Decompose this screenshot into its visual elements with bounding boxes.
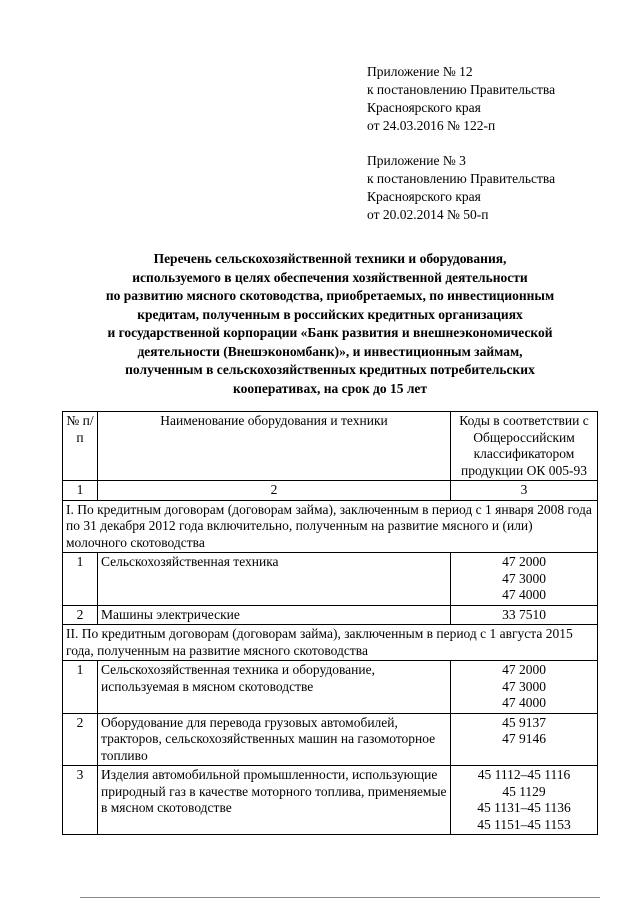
title-line: деятельности (Внешэкономбанк)», и инвестиционным займам,: [137, 343, 523, 359]
title-line: кооперативах, на срок до 15 лет: [232, 380, 428, 396]
document-title: [60, 250, 600, 398]
section-row: [63, 500, 598, 553]
header-name: Наименование оборудования и техники: [98, 412, 451, 481]
table-header-row: [63, 412, 598, 481]
title-line: кредитам, полученным в российских кредитных организациях: [137, 306, 523, 322]
code: 45 1112–45 1116: [477, 767, 571, 782]
code: 47 4000: [502, 587, 546, 602]
numbering-cell: 3: [451, 481, 598, 501]
row-number: 2: [63, 605, 98, 625]
table-row: [63, 766, 598, 835]
row-codes: [451, 766, 598, 835]
numbering-row: [63, 481, 598, 501]
code: 47 3000: [502, 678, 546, 694]
row-name: Машины электрические: [98, 605, 451, 625]
row-number: 2: [63, 713, 98, 766]
code: 47 2000: [502, 554, 546, 569]
row-number: 1: [63, 661, 98, 714]
row-codes: [451, 605, 598, 625]
code: 45 1131–45 1136: [477, 800, 571, 815]
page-edge-divider: [80, 897, 600, 898]
row-codes: [451, 661, 598, 714]
numbering-cell: 1: [63, 481, 98, 501]
code: 45 1129: [502, 783, 546, 799]
table-row: [63, 553, 598, 606]
header-line: Красноярского края: [367, 189, 481, 204]
header-line: Красноярского края: [367, 100, 481, 115]
header-line: к постановлению Правительства: [367, 171, 556, 186]
header-line: от 20.02.2014 № 50-п: [367, 207, 489, 222]
row-name: Сельскохозяйственная техника и оборудование, используемая в мясном скотоводстве: [98, 661, 451, 714]
code: 45 1151–45 1153: [477, 816, 571, 832]
header-line: Приложение № 3: [367, 153, 466, 168]
header-codes: Коды в соответствии с Общероссийским классификатором продукции ОК 005-93: [451, 412, 598, 481]
section-title: I. По кредитным договорам (договорам займа), заключенным в период с 1 января 2008 года по 31 декабря 2012 года включительно, полученным на развитие мясного и (или) молочного скотоводства: [63, 500, 598, 553]
row-name: Изделия автомобильной промышленности, использующие природный газ в качестве моторного топлива, применяемые в мясном скотоводстве: [98, 766, 451, 835]
code: 47 4000: [502, 695, 546, 710]
row-codes: [451, 553, 598, 606]
code: 47 9146: [502, 731, 546, 746]
row-codes: [451, 713, 598, 766]
code: 33 7510: [502, 606, 546, 622]
title-line: используемого в целях обеспечения хозяйственной деятельности: [132, 269, 528, 285]
code: 47 3000: [502, 570, 546, 586]
row-name: Оборудование для перевода грузовых автомобилей, тракторов, сельскохозяйственных машин на газомоторное топливо: [98, 713, 451, 766]
title-line: по развитию мясного скотоводства, приобретаемых, по инвестиционным: [105, 288, 555, 303]
section-title: II. По кредитным договорам (договорам займа), заключенным в период с 1 августа 2015 года, полученным на развитие мясного скотоводства: [63, 625, 598, 661]
title-line: и государственной корпорации «Банк развития и внешнеэкономической: [107, 325, 553, 340]
appendix-12-header: [367, 63, 555, 135]
header-line: Приложение № 12: [367, 64, 473, 79]
appendix-3-header: [367, 152, 555, 224]
code: 47 2000: [502, 662, 546, 677]
table-row: [63, 713, 598, 766]
table-row: [63, 605, 598, 625]
title-line: полученным в сельскохозяйственных кредитных потребительских: [125, 362, 535, 377]
equipment-table: [62, 411, 598, 835]
row-name: Сельскохозяйственная техника: [98, 553, 451, 606]
header-number: № п/п: [63, 412, 98, 481]
numbering-cell: 2: [98, 481, 451, 501]
row-number: 3: [63, 766, 98, 835]
header-line: к постановлению Правительства: [367, 82, 556, 97]
row-number: 1: [63, 553, 98, 606]
section-row: [63, 625, 598, 661]
title-line: Перечень сельскохозяйственной техники и оборудования,: [153, 251, 507, 266]
table-row: [63, 661, 598, 714]
header-line: от 24.03.2016 № 122-п: [367, 118, 496, 133]
code: 45 9137: [502, 714, 546, 730]
